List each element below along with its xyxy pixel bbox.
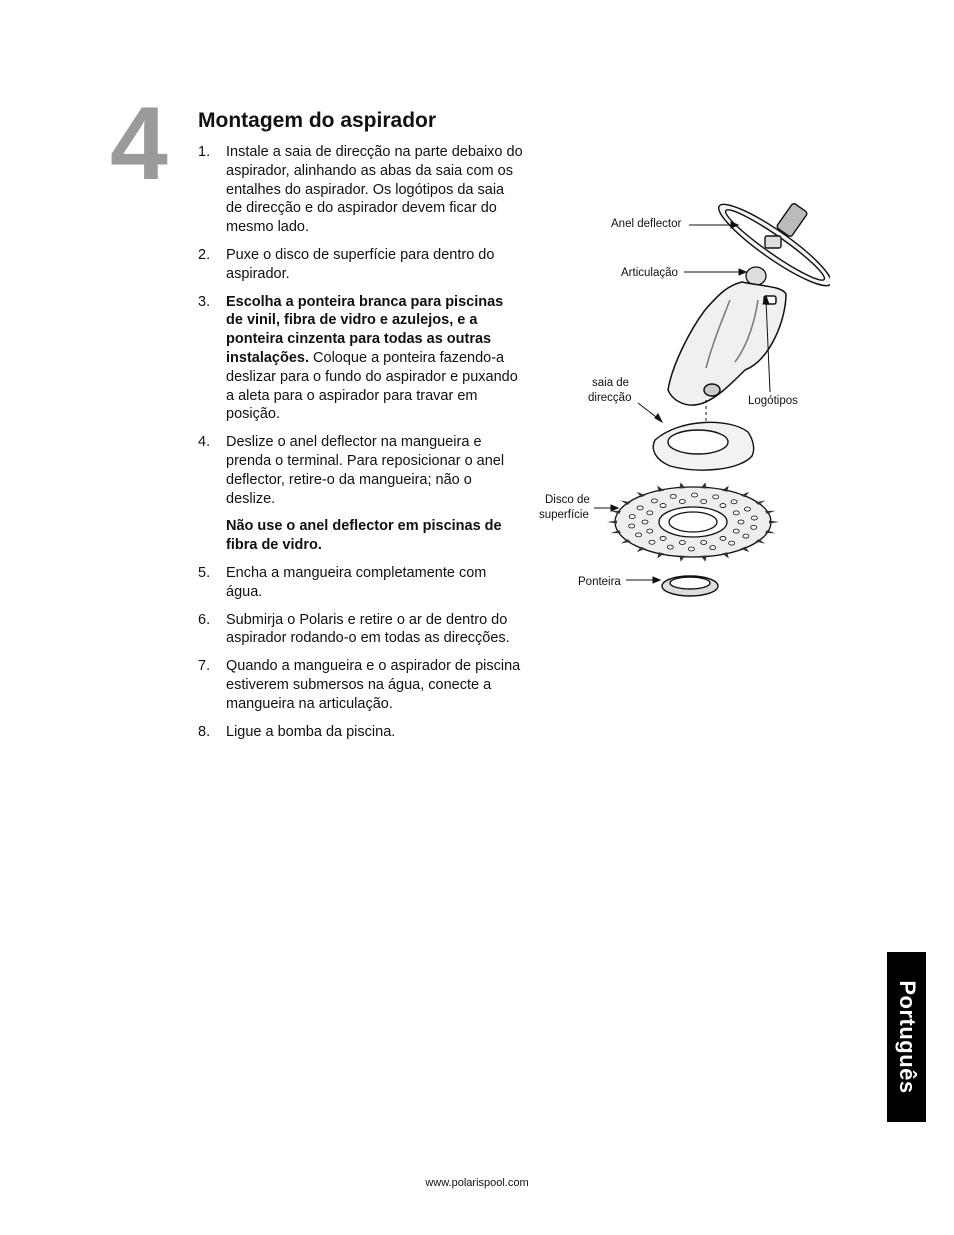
list-item — [198, 657, 523, 713]
disk-hole — [701, 540, 707, 544]
swivel-illustration — [746, 267, 766, 285]
footer-url: www.polarispool.com — [425, 1177, 529, 1189]
disk-tooth — [765, 530, 775, 533]
list-item — [198, 433, 523, 555]
deflector-ring-illustration — [711, 195, 830, 296]
step-num: 2. — [198, 246, 211, 263]
step-num: 5. — [198, 564, 211, 581]
disk-hole — [738, 520, 744, 524]
step-num: 1. — [198, 144, 211, 160]
step-text: Instale a saia de direcção na parte debaixo do aspirador, alinhando as abas da saia com os entalhes do aspirador. Os logótipos da saia de direcção e do aspirador devem ficar do mesmo lado. — [226, 144, 523, 236]
disk-hole — [670, 494, 676, 498]
disk-hole — [720, 504, 726, 508]
disk-hole — [731, 500, 737, 504]
disk-tooth — [765, 511, 775, 514]
disk-hole — [713, 495, 719, 499]
disk-hole — [629, 524, 635, 528]
list-item — [198, 293, 523, 425]
language-tab — [887, 952, 926, 1122]
step-text: Encha a mangueira completamente com água. — [226, 564, 487, 600]
label-steering-skirt-line2: direcção — [588, 392, 632, 404]
disk-tooth — [769, 521, 779, 524]
disk-hole — [679, 540, 685, 544]
disk-hole — [710, 546, 716, 550]
tip-illustration — [662, 576, 718, 596]
step-num: 7. — [198, 658, 211, 675]
list-item — [198, 723, 523, 742]
step-text: Submirja o Polaris e retire o ar de dentro do aspirador rodando-o em todas as direcções. — [226, 611, 510, 647]
label-surface-disk-line2: superfície — [539, 509, 589, 521]
language-tab-label: Português — [894, 980, 920, 1094]
disk-hole — [649, 540, 655, 544]
step-num: 4. — [198, 434, 211, 451]
disk-hole — [743, 534, 749, 538]
warning-note: Não use o anel deflector em piscinas de fibra de vidro. — [226, 518, 502, 554]
disk-hole — [692, 493, 698, 497]
label-deflector-ring: Anel deflector — [611, 218, 682, 230]
disk-tooth — [679, 482, 685, 488]
disk-hole — [733, 529, 739, 533]
disk-hole — [720, 536, 726, 540]
disk-hole — [729, 541, 735, 545]
disk-tooth — [701, 555, 707, 561]
step-text: Deslize o anel deflector na mangueira e prenda o terminal. Para reposicionar o anel deflector, retire-o da mangueira; não o deslize. — [226, 434, 505, 507]
steering-skirt-illustration — [653, 422, 753, 470]
step-num: 8. — [198, 723, 211, 740]
disk-hole — [647, 511, 653, 515]
disk-hole — [651, 499, 657, 503]
disk-hole — [660, 504, 666, 508]
label-surface-disk-line1: Disco de — [545, 494, 590, 506]
disk-tooth — [610, 530, 620, 533]
label-steering-skirt-line1: saia de — [592, 377, 630, 389]
disk-tooth — [679, 555, 685, 561]
disk-hole — [751, 525, 757, 529]
disk-hole — [701, 500, 707, 504]
label-tip: Ponteira — [578, 576, 621, 588]
list-item — [198, 611, 523, 649]
step-text: Puxe o disco de superfície para dentro do aspirador. — [226, 246, 495, 282]
step-num: 6. — [198, 611, 211, 628]
disk-hole — [636, 533, 642, 537]
disk-tooth — [607, 521, 617, 524]
disk-hole — [642, 520, 648, 524]
disk-hole — [688, 547, 694, 551]
disk-hole — [751, 516, 757, 520]
disk-hole — [733, 511, 739, 515]
instruction-list — [198, 143, 523, 750]
disk-hole — [679, 500, 685, 504]
step-number: 4 — [110, 86, 166, 202]
step-text: Ligue a bomba da piscina. — [226, 723, 396, 740]
disk-hole — [637, 506, 643, 510]
disk-tooth — [701, 482, 707, 488]
label-swivel: Articulação — [621, 267, 678, 279]
section-title: Montagem do aspirador — [198, 109, 437, 132]
step-text: Quando a mangueira e o aspirador de piscina estiverem submersos na água, conecte a mangueira na articulação. — [226, 658, 521, 712]
step-num: 3. — [198, 293, 211, 310]
disk-hole — [629, 515, 635, 519]
disk-tooth — [610, 511, 620, 514]
disk-hole — [647, 529, 653, 533]
disk-hole — [660, 536, 666, 540]
step-bold-text: Escolha a ponteira branca para piscinas de vinil, fibra de vidro e azulejos, e a ponteira cinzenta para todas as outras instalações. — [226, 293, 504, 366]
step-text: Coloque a ponteira fazendo-a deslizar para o fundo do aspirador e puxando a aleta para o aspirador para travar em posição. — [226, 349, 518, 423]
surface-disk-illustration — [615, 487, 771, 557]
list-item — [198, 246, 523, 284]
list-item — [198, 564, 523, 602]
disk-hole — [744, 507, 750, 511]
disk-hole — [667, 545, 673, 549]
list-item — [198, 143, 523, 237]
label-logos: Logótipos — [748, 395, 798, 407]
